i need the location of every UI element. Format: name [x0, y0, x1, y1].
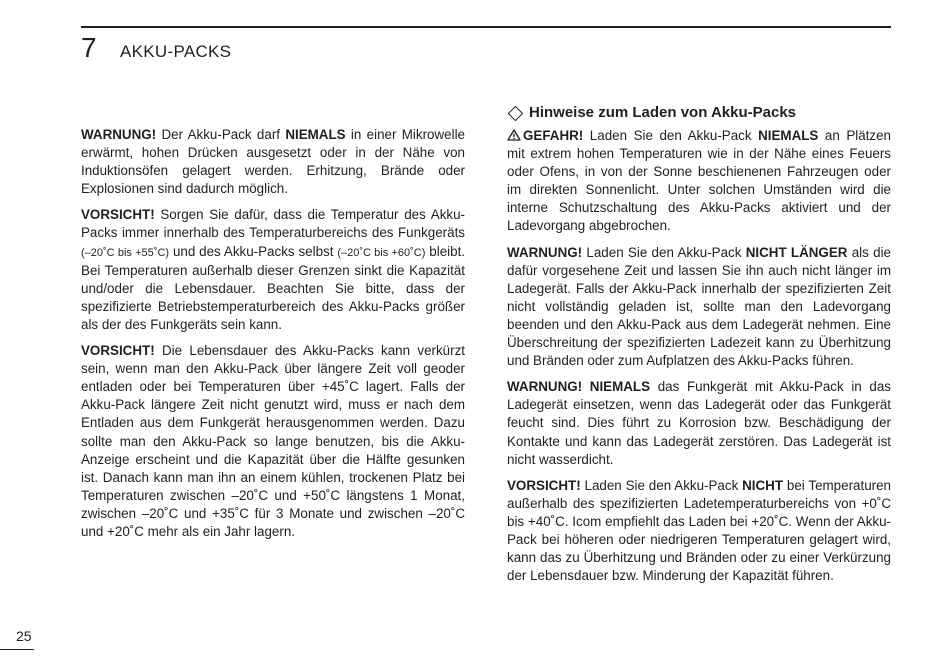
warning-label: WARNUNG! — [507, 244, 583, 260]
paragraph-warning-moisture: WARNUNG! NIEMALS das Funkgerät mit Akku-Pack in das Ladegerät einsetzen, wenn das Ladegerät oder das Funkgerät feucht sind. Dies führt zu Korrosion bzw. Beschädigung der Kontakte und kann das Ladegerät zerstören. Das Ladegerät ist nicht wasserdicht. — [507, 379, 891, 467]
emphasis-niemals: NIEMALS — [758, 128, 819, 143]
paragraph-warning-charge-time: WARNUNG! Laden Sie den Akku-Pack NICHT LÄNGER als die dafür vorgesehene Zeit und lassen Sie ihn auch nicht länger im Ladegerät. Falls der Akku-Pack innerhalb der spezifizierten Zeit nicht vollständig geladen ist, sollte man den Ladevorgang beenden und den Akku-Pack aus dem Ladegerät nehmen. Eine Überschreitung der spezifizierten Ladezeit kann zu Überhitzung und Bränden oder zum Aufplatzen des Akku-Packs führen. — [507, 244, 891, 369]
page-number: 25 — [16, 628, 32, 644]
paragraph-caution-temperature: VORSICHT! Sorgen Sie dafür, dass die Temperatur des Akku-Packs immer innerhalb des Temperaturbereichs des Funkgeräts (–20˚C bis +55˚C) und des Akku-Packs selbst (–20˚C bis +60˚C) bleibt. Bei Temperaturen außerhalb dieser Grenzen sinkt die Kapazität und/oder die Lebensdauer. Beachten Sie bitte, dass der spezifizierte Betriebstemperaturbereich des Akku-Packs größer als der des Funkgeräts sein kann. — [81, 207, 466, 332]
paragraph-caution-storage: VORSICHT! Die Lebensdauer des Akku-Packs kann verkürzt sein, wenn man den Akku-Pack über längere Zeit voll geoder entladen oder bei Temperaturen über +45˚C lagert. Falls der Akku-Pack längere Zeit nicht genutzt wird, muss er nach dem Entladen aus dem Funkgerät herausgenommen werden. Dazu sollte man den Akku-Pack so lange benutzen, bis die Akku-Anzeige erscheint und die Kapazität über die Hälfte gesunken ist. Danach kann man ihn an einem kühlen, trockenen Platz bei Temperaturen zwischen –20˚C und +50˚C längstens 1 Monat, zwischen –20˚C und +35˚C für 3 Monate und zwischen –20˚C und +20˚C mehr als ein Jahr lagern. — [81, 343, 465, 539]
chapter-title: AKKU-PACKS — [120, 42, 232, 61]
danger-label: GEFAHR! — [523, 128, 584, 143]
emphasis-niemals: NIEMALS — [285, 127, 346, 142]
warning-triangle-icon — [507, 129, 521, 141]
paragraph-danger-heat: GEFAHR! Laden Sie den Akku-Pack NIEMALS an Plätzen mit extrem hohen Temperaturen wie in der Nähe eines Feuers oder Ofens, in von der Sonne beschienenen Fahrzeugen oder im direkten Sonnenlicht. Unter solchen Umständen wird die interne Schutzschaltung des Akku-Packs aktiviert und der Ladevorgang abgebrochen. — [507, 128, 891, 234]
warning-label: WARNUNG! NIEMALS — [507, 379, 651, 395]
battery-temp-range: (–20˚C bis +60˚C) — [337, 246, 426, 259]
chapter-number: 7 — [81, 32, 97, 63]
paragraph-caution-charge-temperature: VORSICHT! Laden Sie den Akku-Pack NICHT bei Temperaturen außerhalb des spezifizierten Ladetemperaturbereichs von +0˚C bis +40˚C. Icom empfiehlt das Laden bei +20˚C. Wenn der Akku-Pack bei höheren oder niedrigeren Temperaturen gelagert wird, kann das zu Überhitzung und Bränden oder zu einer Verkürzung der Lebensdauer bzw. Minderung der Kapazität führen. — [507, 477, 892, 584]
emphasis-nicht: NICHT — [742, 477, 784, 493]
paragraph-warning-microwave: WARNUNG! Der Akku-Pack darf NIEMALS in einer Mikrowelle erwärmt, hohen Drücken ausgesetzt oder in der Nähe von Induktionsöfen gelagert werden. Erhitzung, Brände oder Explosionen sind dadurch möglich. — [81, 127, 465, 197]
caution-label: VORSICHT! — [507, 477, 581, 493]
radio-temp-range: (–20˚C bis +55˚C) — [81, 246, 170, 259]
diamond-outline-icon — [508, 105, 524, 121]
footer-rule — [0, 649, 34, 650]
section-heading-text: Hinweise zum Laden von Akku-Packs — [529, 104, 797, 121]
emphasis-nicht-laenger: NICHT LÄNGER — [745, 244, 848, 260]
caution-label: VORSICHT! — [81, 343, 155, 359]
section-heading — [507, 104, 891, 122]
warning-label: WARNUNG! — [81, 127, 157, 142]
caution-label: VORSICHT! — [81, 207, 155, 223]
header-rule — [81, 26, 891, 28]
left-column — [81, 126, 465, 549]
right-column — [507, 104, 891, 593]
